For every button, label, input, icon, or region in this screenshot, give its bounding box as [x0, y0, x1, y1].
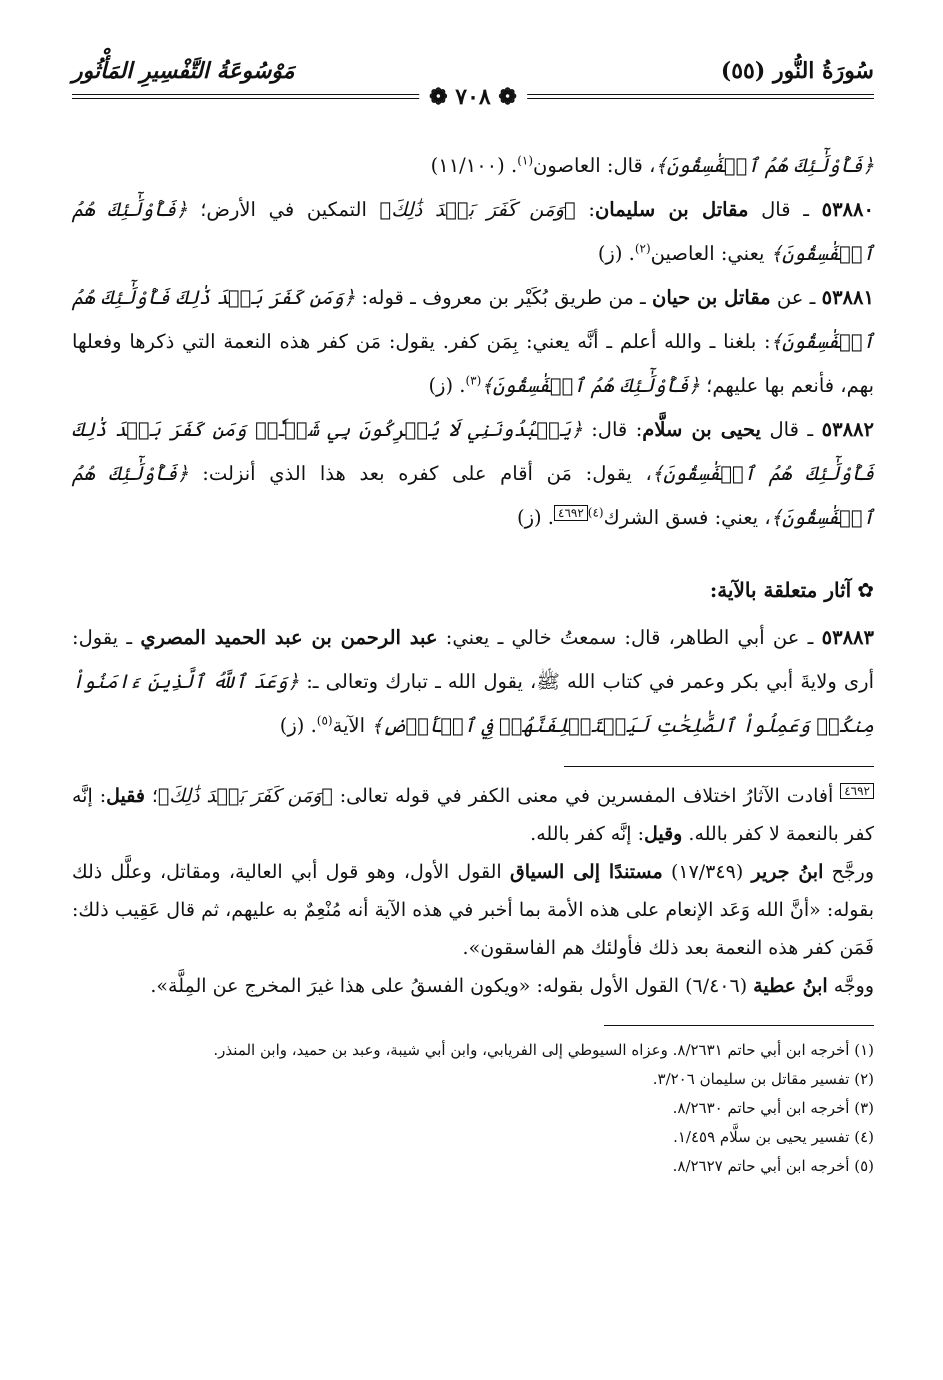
text: . (ز) [516, 506, 554, 529]
book-title: مَوْسُوعَةُ التَّفْسِيرِ المَأْثُور [72, 58, 295, 84]
text: الآية [332, 714, 372, 737]
text: ـ قال [748, 198, 822, 221]
text: ، يقول: مَن أقام على كفره بعد هذا الذي أنزلت: [188, 462, 652, 485]
running-header [72, 56, 874, 110]
text: . (ز) [279, 714, 317, 737]
text: ؛ [144, 785, 158, 807]
text: . (ز) [597, 242, 635, 265]
footnote: (٤) تفسير يحيى بن سلَّام ١/٤٥٩. [673, 1128, 874, 1146]
paragraph-continuation [72, 144, 874, 188]
footnotes [72, 1036, 874, 1181]
text: . (١١/١٠٠) [430, 154, 518, 177]
scholar-name: ابنُ جرير [751, 861, 824, 883]
scholar-name: ابنُ عطية [753, 975, 828, 997]
footnote-ref[interactable]: (٥) [316, 713, 333, 728]
commentary-separator [564, 766, 874, 767]
text: ـ من طريق بُكَيْر بن معروف ـ قوله: [355, 286, 652, 309]
bold-term: فقيل [106, 785, 145, 807]
quran-quote: ﴿وَمَن كَفَرَ بَعۡدَ ذَٰلِكَ فَأُوْلَٰٓئِكَ هُمُ ٱلۡفَٰسِقُونَ﴾ [72, 286, 874, 353]
text: (٦/٤٠٦) القول الأول بقوله: «ويكون الفسقُ على هذا غيرَ المخرج عن المِلَّة». [150, 975, 754, 997]
entry-number: ٥٣٨٨٠ [821, 198, 874, 221]
text: القول الأول، وهو قول أبي العالية، ومقاتل، وعلَّل ذلك بقوله: «أنَّ الله وَعَد الإنعام على هذه الأمة بما أخبر في هذه الآية أنه مُنْعِمٌ به عليهم، ثم قال عَقِيب ذلك: فَمَن كفر هذه النعمة بعد ذلك فأولئك هم الفاسقون». [72, 861, 874, 959]
text: . (ز) [428, 374, 466, 397]
text: : قال: [582, 418, 643, 441]
entry-number: ٥٣٨٨٢ [821, 418, 875, 441]
narrator-name: يحيى بن سلَّام [642, 418, 761, 441]
footnote-ref[interactable]: (٣) [465, 373, 482, 388]
quran-quote: ﴿فَأُوْلَٰٓئِكَ هُمُ ٱلۡفَٰسِقُونَ﴾ [72, 198, 874, 265]
flower-icon: ✿ [857, 578, 874, 602]
text: : إنَّه كفر بالنعمة لا كفر بالله. [72, 785, 874, 845]
commentary-block [72, 777, 874, 1005]
commentary-ref-box[interactable]: ٤٦٩٢ [554, 505, 588, 521]
text: ، يعني: فسق الشرك [603, 506, 771, 529]
text: التمكين في الأرض؛ [187, 198, 380, 221]
text: ـ قال [760, 418, 822, 441]
quran-quote: ﴿وَعَدَ ٱللَّهُ ٱلَّذِينَ ءَامَنُواْ مِنكُمۡ وَعَمِلُواْ ٱلصَّٰلِحَٰتِ لَيَسۡتَخۡلِفَنَّهُمۡ فِي ٱلۡأَرۡضِ﴾ [72, 670, 874, 737]
narrator-name: عبد الرحمن بن عبد الحميد المصري [140, 626, 438, 649]
quran-quote: ﴿وَمَن كَفَرَ بَعۡدَ ذَٰلِكَ﴾ [379, 198, 576, 221]
footnote-ref[interactable]: (١) [517, 153, 534, 168]
book-page [72, 56, 874, 1181]
text: أفادت الآثارُ اختلاف المفسرين في معنى الكفر في قوله تعالى: [332, 785, 841, 807]
footnote: (٣) أخرجه ابن أبي حاتم ٨/٢٦٣٠. [672, 1099, 874, 1117]
quran-quote: ﴿وَمَن كَفَرَ بَعۡدَ ذَٰلِكَ﴾ [157, 785, 333, 807]
quran-quote: ﴿فَأُوْلَٰٓئِكَ هُمُ ٱلۡفَٰسِقُونَ﴾ [72, 462, 874, 529]
surah-title: سُورَةُ النُّور (٥٥) [720, 58, 874, 84]
text: ووجَّه [827, 975, 874, 997]
narrator-name: مقاتل بن حيان [652, 286, 771, 309]
footnote-ref[interactable]: (٤) [587, 505, 604, 520]
commentary-paragraph [72, 967, 874, 1005]
bold-term: مستندًا إلى السياق [509, 861, 663, 883]
entry-number: ٥٣٨٨٣ [821, 626, 874, 649]
athar-entry [72, 276, 874, 408]
footnote-separator [604, 1025, 874, 1026]
footnote-ref[interactable]: (٢) [634, 241, 651, 256]
text: ، قال: العاصون [533, 154, 656, 177]
quran-quote: ﴿يَعۡبُدُونَنِي لَا يُشۡرِكُونَ بِي شَيۡـٔٗاۚ وَمَن كَفَرَ بَعۡدَ ذَٰلِكَ فَأُوْلَٰٓئِكَ هُمُ ٱلۡفَٰسِقُونَ﴾ [72, 418, 875, 485]
commentary-number-box: ٤٦٩٢ [840, 783, 874, 799]
commentary-paragraph [72, 777, 874, 853]
narrator-name: مقاتل بن سليمان [594, 198, 749, 221]
text: (١٧/٣٤٩) [662, 861, 752, 883]
bold-term: وقيل [643, 823, 683, 845]
commentary-paragraph [72, 853, 874, 967]
quran-quote: ﴿فَأُوْلَٰٓئِكَ هُمُ ٱلۡفَٰسِقُونَ﴾ [655, 154, 874, 177]
text: : [575, 198, 595, 221]
text: : بلغنا ـ والله أعلم ـ أنَّه يعني: بِمَن كفر. يقول: مَن كفر هذه النعمة التي ذكرها وفعلها بهم، فأنعم بها عليهم؛ [72, 330, 874, 397]
athar-entry [72, 408, 874, 540]
entry-number: ٥٣٨٨١ [821, 286, 874, 309]
text: ـ يقول: أرى ولايةَ أبي بكر وعمر في كتاب الله ﷺ، يقول الله ـ تبارك وتعالى ـ: [72, 626, 874, 693]
page-number: ❁ ٧٠٨ ❁ [419, 84, 527, 110]
footnote: (١) أخرجه ابن أبي حاتم ٨/٢٦٣١. وعزاه السيوطي إلى الفريابي، وابن أبي شيبة، وعبد بن حميد، وابن المنذر. [213, 1041, 874, 1059]
text: : إنَّه كفر بالله. [530, 823, 644, 845]
section-heading [72, 568, 874, 612]
section-title: آثار متعلقة بالآية: [709, 578, 852, 602]
footnote: (٢) تفسير مقاتل بن سليمان ٣/٢٠٦. [652, 1070, 874, 1088]
quran-quote: ﴿فَأُوْلَٰٓئِكَ هُمُ ٱلۡفَٰسِقُونَ﴾ [481, 374, 700, 397]
main-text [72, 144, 874, 748]
text: ـ عن أبي الطاهر، قال: سمعتُ خالي ـ يعني: [437, 626, 822, 649]
text: ـ عن [770, 286, 822, 309]
footnote: (٥) أخرجه ابن أبي حاتم ٨/٢٦٢٧. [672, 1157, 874, 1175]
athar-entry [72, 188, 874, 276]
athar-entry [72, 616, 874, 748]
text: ورجَّح [823, 861, 875, 883]
text: يعني: العاصين [650, 242, 771, 265]
